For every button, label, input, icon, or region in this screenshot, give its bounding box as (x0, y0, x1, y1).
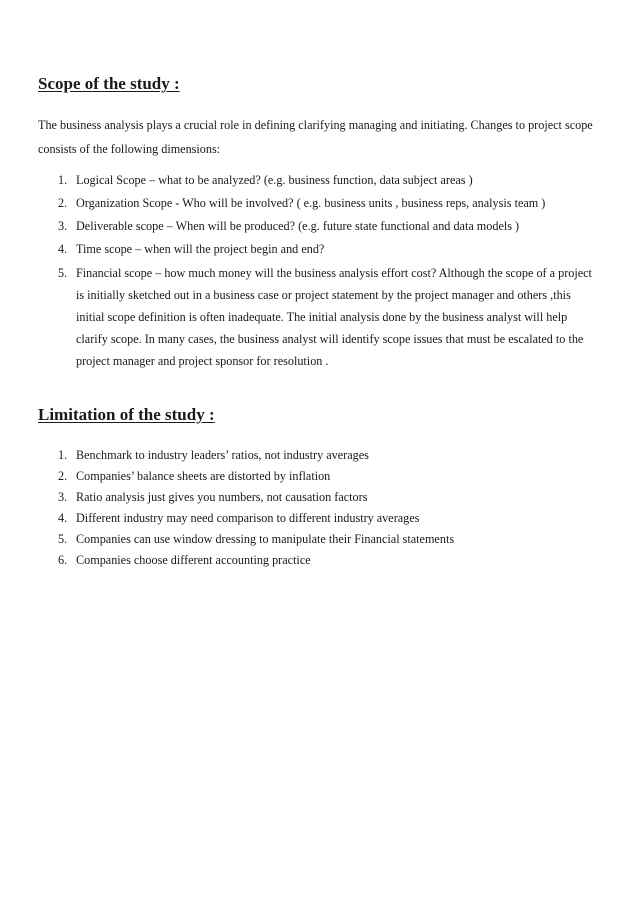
scope-intro-paragraph: The business analysis plays a crucial role in defining clarifying managing and initiating. Changes to project scope consists of the following dimensions: (38, 118, 593, 156)
list-number: 3. (58, 490, 68, 504)
list-item-text: Financial scope – how much money will the business analysis effort cost? Although the scope of a project is initially sketched out in a business case or project statement by the project manager and others ,this initial scope definition is often inadequate. The initial analysis done by the business analyst will help clarify scope. In many cases, the business analyst will identify scope issues that must be escalated to the project manager and project sponsor for resolution . (76, 266, 592, 368)
limitation-heading: Limitation of the study : (38, 405, 215, 424)
list-item (38, 170, 594, 191)
list-number: 5. (58, 266, 68, 280)
list-item (38, 239, 594, 260)
list-item (38, 487, 594, 508)
list-item (38, 466, 594, 487)
list-item-text: Companies’ balance sheets are distorted by inflation (76, 469, 331, 483)
list-number: 1. (58, 173, 68, 187)
scope-list (38, 170, 594, 374)
list-item-text: Deliverable scope – When will be produced? (e.g. future state functional and data models ) (76, 219, 520, 233)
list-item (38, 529, 594, 550)
list-item-text: Companies choose different accounting practice (76, 553, 311, 567)
list-item-text: Ratio analysis just gives you numbers, not causation factors (76, 490, 368, 504)
list-number: 6. (58, 553, 68, 567)
list-number: 4. (58, 511, 68, 525)
list-number: 5. (58, 532, 68, 546)
list-item (38, 550, 594, 571)
list-item (38, 445, 594, 466)
list-item-text: Benchmark to industry leaders’ ratios, not industry averages (76, 448, 369, 462)
list-item-text: Companies can use window dressing to manipulate their Financial statements (76, 532, 455, 546)
list-number: 3. (58, 219, 68, 233)
scope-heading: Scope of the study : (38, 74, 180, 93)
list-number: 4. (58, 242, 68, 256)
list-number: 2. (58, 196, 68, 210)
list-item (38, 193, 594, 214)
list-item (38, 262, 594, 372)
list-item (38, 508, 594, 529)
list-number: 1. (58, 448, 68, 462)
list-item-text: Logical Scope – what to be analyzed? (e.g. business function, data subject areas ) (76, 173, 473, 187)
list-item-text: Time scope – when will the project begin and end? (76, 242, 325, 256)
list-item (38, 216, 594, 237)
limitation-list (38, 445, 594, 571)
list-item-text: Organization Scope - Who will be involved? ( e.g. business units , business reps, analysis team ) (76, 196, 546, 210)
list-number: 2. (58, 469, 68, 483)
list-item-text: Different industry may need comparison to different industry averages (76, 511, 420, 525)
